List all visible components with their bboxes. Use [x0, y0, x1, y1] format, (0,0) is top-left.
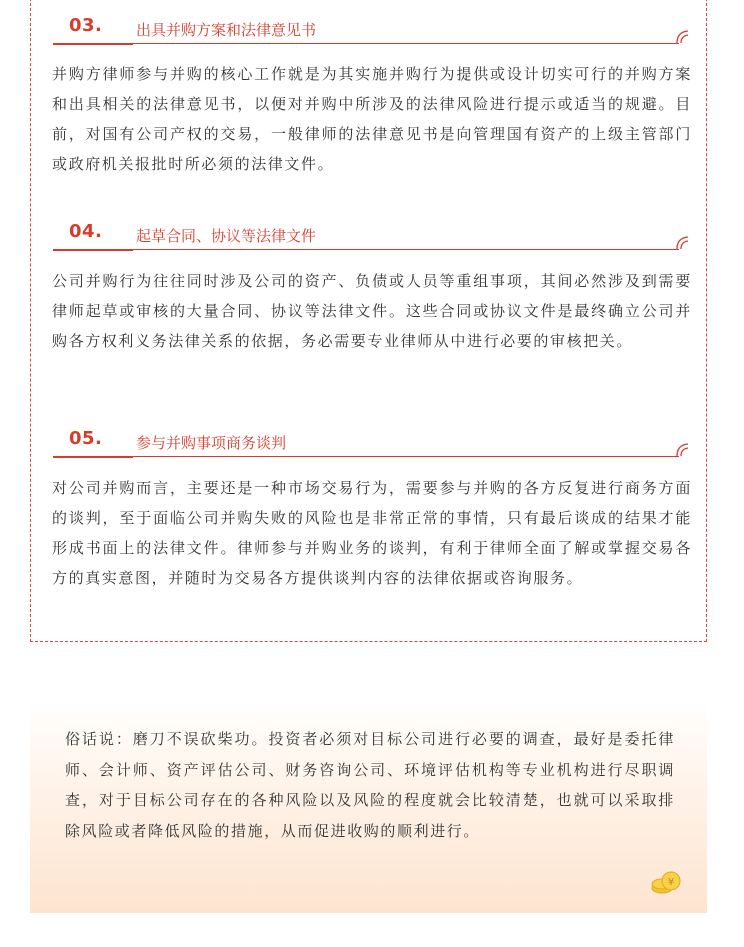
swirl-ornament-icon	[675, 442, 691, 458]
title-underline	[131, 456, 679, 457]
title-underline	[131, 43, 679, 44]
section-body-04: 公司并购行为往往同时涉及公司的资产、负债或人员等重组事项，其间必然涉及到需要律师起草或审核的大量合同、协议等法律文件。这些合同或协议文件是最终确立公司并购各方权利义务法律关系的依据，务必需要专业律师从中进行必要的审核把关。	[52, 272, 692, 350]
swirl-ornament-icon	[675, 235, 691, 251]
section-body-05: 对公司并购而言，主要还是一种市场交易行为，需要参与并购的各方反复进行商务方面的谈判，至于面临公司并购失败的风险也是非常正常的事情，只有最后谈成的结果才能形成书面上的法律文件。律师参与并购业务的谈判，有利于律师全面了解或掌握交易各方的真实意图，并随时为交易各方提供谈判内容的法律依据或咨询服务。	[52, 479, 692, 587]
section-title: 参与并购事项商务谈判	[136, 434, 287, 452]
section-number: 03.	[69, 15, 103, 36]
section-header-03	[53, 15, 688, 45]
section-number: 05.	[69, 428, 103, 449]
quote-text: 俗话说：磨刀不误砍柴功。投资者必须对目标公司进行必要的调查，最好是委托律师、会计师、资产评估公司、财务咨询公司、环境评估机构等专业机构进行尽职调查，对于目标公司存在的各种风险以及风险的程度就会比较清楚，也就可以采取排除风险或者降低风险的措施，从而促进收购的顺利进行。	[65, 730, 675, 840]
section-title: 出具并购方案和法律意见书	[136, 21, 317, 39]
content-card	[30, 0, 707, 642]
number-underline	[53, 249, 133, 251]
svg-text:¥: ¥	[667, 877, 675, 888]
section-header-04	[53, 221, 688, 251]
section-title: 起草合同、协议等法律文件	[136, 227, 317, 245]
number-underline	[53, 43, 133, 45]
section-body-03: 并购方律师参与并购的核心工作就是为其实施并购行为提供或设计切实可行的并购方案和出具相关的法律意见书，以便对并购中所涉及的法律风险进行提示或适当的规避。目前，对国有公司产权的交易，一般律师的法律意见书是向管理国有资产的上级主管部门或政府机关报批时所必须的法律文件。	[52, 65, 692, 173]
coin-icon	[650, 868, 682, 896]
title-underline	[131, 249, 679, 250]
swirl-ornament-icon	[675, 29, 691, 45]
number-underline	[53, 456, 133, 458]
section-number: 04.	[69, 221, 103, 242]
quote-box	[30, 700, 707, 913]
section-header-05	[53, 428, 688, 458]
